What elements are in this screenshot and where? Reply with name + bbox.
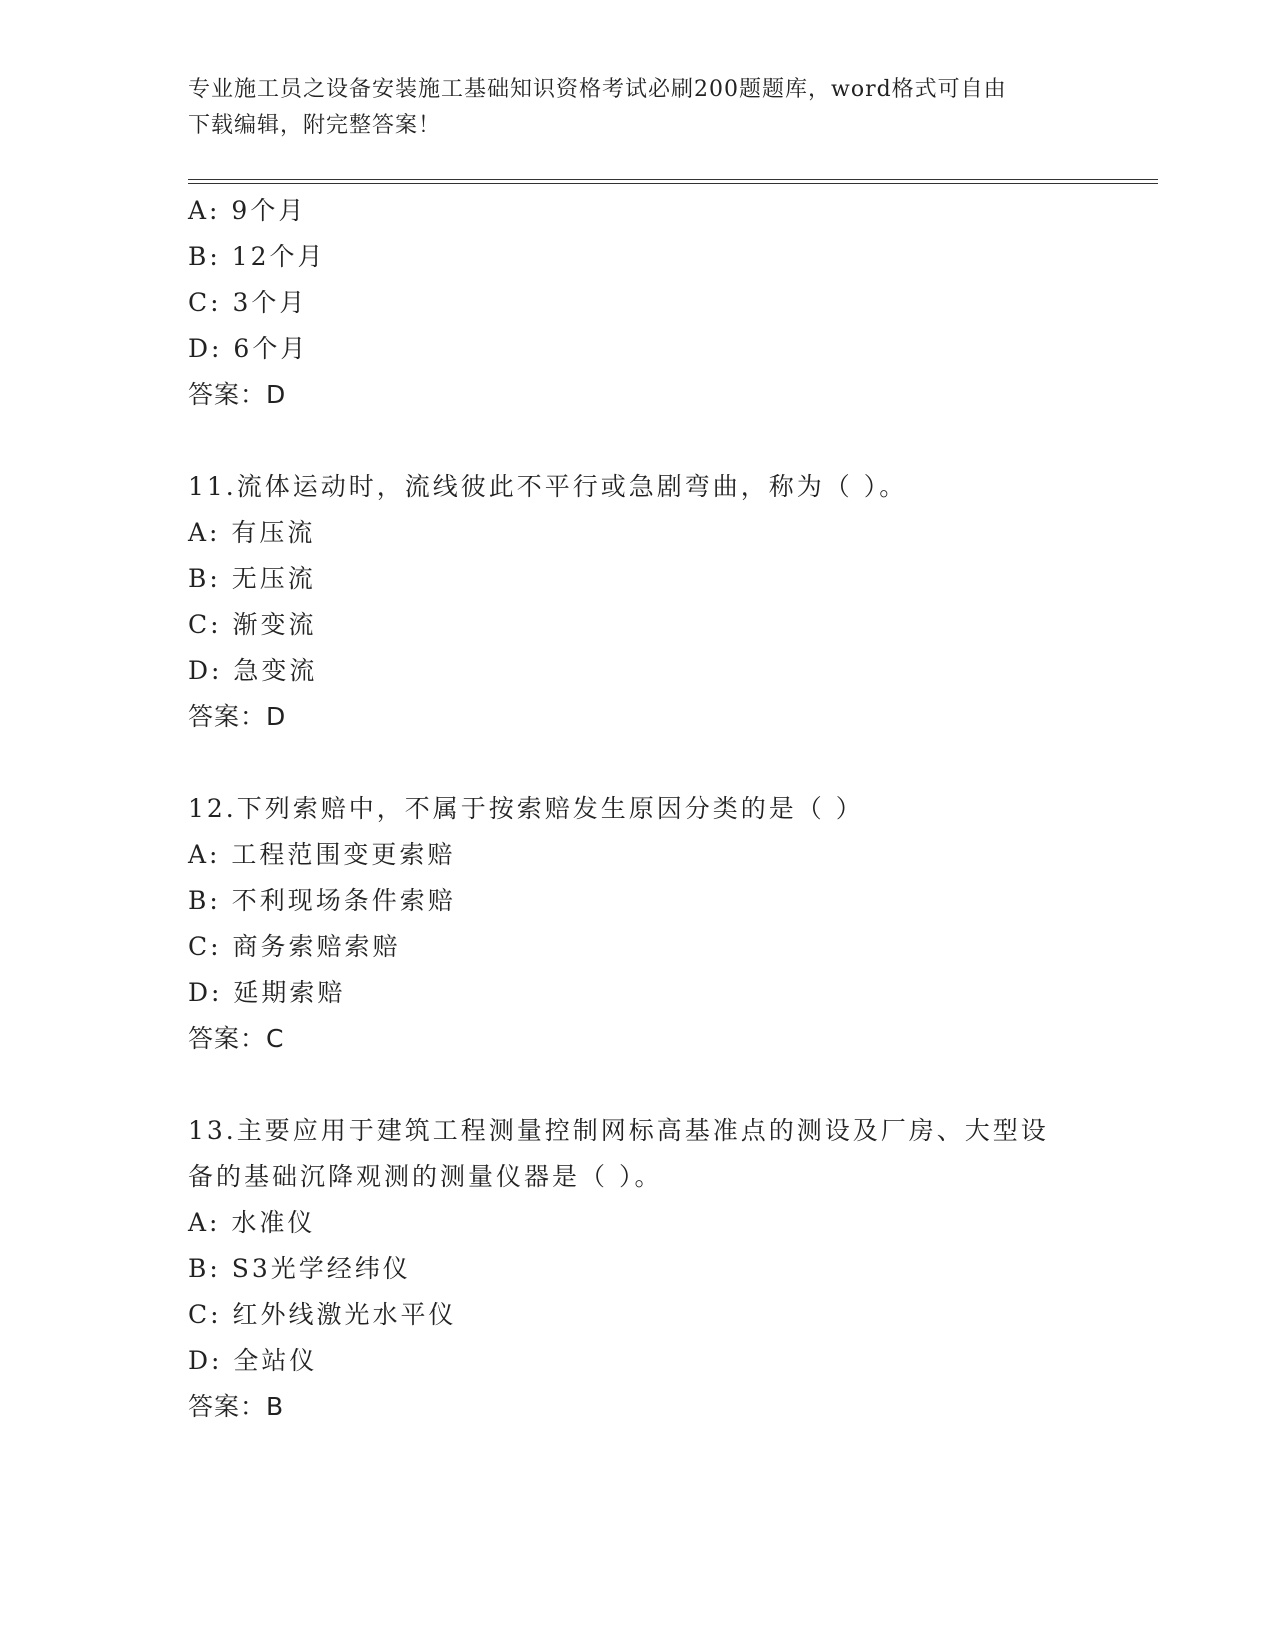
option-d: D: 急变流	[188, 656, 318, 685]
question-13	[188, 1108, 1148, 1430]
option-d: D: 全站仪	[188, 1346, 318, 1375]
option-b: B: 12个月	[188, 242, 326, 271]
option-b: B: 无压流	[188, 564, 316, 593]
answer-line: 答案：B	[188, 1392, 285, 1421]
answer-line: 答案：D	[188, 380, 287, 409]
option-a: A: 工程范围变更索赔	[188, 840, 456, 869]
header-title-line-2: 下载编辑，附完整答案！	[188, 113, 442, 138]
header-title-line-1: 专业施工员之设备安装施工基础知识资格考试必刷200题题库，word格式可自由	[188, 77, 1007, 102]
option-b: B: S3光学经纬仪	[188, 1254, 411, 1283]
question-stem: 11.流体运动时，流线彼此不平行或急剧弯曲，称为（ ）。	[188, 472, 908, 501]
question-stem-line-1: 13.主要应用于建筑工程测量控制网标高基准点的测设及厂房、大型设	[188, 1116, 1049, 1145]
option-d: D: 6个月	[188, 334, 309, 363]
option-a: A: 有压流	[188, 518, 316, 547]
question-stem-line-2: 备的基础沉降观测的测量仪器是（ ）。	[188, 1162, 663, 1191]
option-b: B: 不利现场条件索赔	[188, 886, 456, 915]
option-a: A: 水准仪	[188, 1208, 316, 1237]
question-11	[188, 464, 1148, 740]
option-d: D: 延期索赔	[188, 978, 346, 1007]
question-content	[188, 188, 1148, 1430]
question-10	[188, 188, 1148, 418]
option-c: C: 商务索赔索赔	[188, 932, 401, 961]
question-stem: 12.下列索赔中，不属于按索赔发生原因分类的是（ ）	[188, 794, 864, 823]
option-c: C: 渐变流	[188, 610, 317, 639]
answer-line: 答案：D	[188, 702, 287, 731]
document-header	[188, 72, 1068, 144]
question-12	[188, 786, 1148, 1062]
option-c: C: 红外线激光水平仪	[188, 1300, 457, 1329]
answer-line: 答案：C	[188, 1024, 285, 1053]
option-c: C: 3个月	[188, 288, 308, 317]
header-double-rule	[188, 179, 1158, 184]
option-a: A: 9个月	[188, 196, 307, 225]
